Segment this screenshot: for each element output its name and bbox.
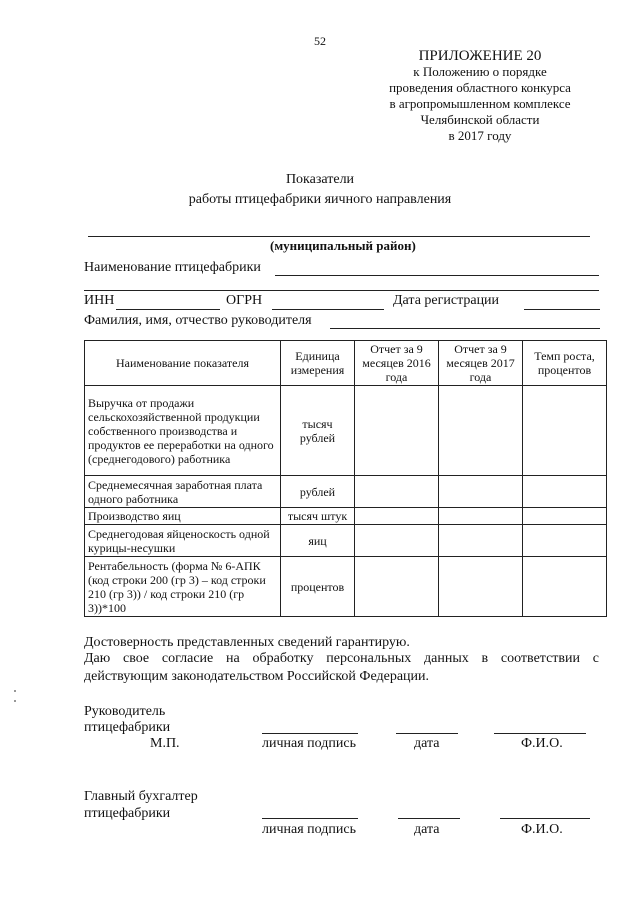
table-row (85, 508, 607, 525)
table-row (85, 525, 607, 557)
director-signature-line[interactable] (262, 733, 358, 734)
inn-field[interactable] (116, 309, 220, 310)
value-2016-cell[interactable] (355, 386, 439, 476)
indicators-table (84, 340, 607, 617)
heading-line-2: работы птицефабрики яичного направления (188, 192, 452, 207)
stamp-label: М.П. (150, 736, 180, 751)
appendix-header (330, 48, 630, 144)
indicator-name: Среднемесячная заработная плата одного работника (85, 476, 281, 508)
director-name-label: Фамилия, имя, отчество руководителя (84, 313, 312, 328)
director-name-field[interactable] (330, 328, 600, 329)
value-2017-cell[interactable] (439, 557, 523, 617)
appendix-line-1: к Положению о порядке (413, 64, 547, 79)
indicator-name: Среднегодовая яйценоскость одной курицы-несушки (85, 525, 281, 557)
growth-rate-cell[interactable] (523, 386, 607, 476)
value-2017-cell[interactable] (439, 525, 523, 557)
value-2017-cell[interactable] (439, 476, 523, 508)
director-date-caption: дата (414, 736, 440, 751)
factory-name-label: Наименование птицефабрики (84, 260, 261, 275)
header-report-2016: Отчет за 9 месяцев 2016 года (355, 341, 439, 386)
page-number: 52 (314, 34, 326, 48)
accountant-signature-caption: личная подпись (262, 822, 356, 837)
appendix-title: ПРИЛОЖЕНИЕ 20 (418, 48, 542, 64)
director-signature-caption: личная подпись (262, 736, 356, 751)
header-unit: Единица измерения (281, 341, 355, 386)
appendix-line-4: Челябинской области (420, 112, 540, 127)
factory-name-field-continued[interactable] (84, 290, 599, 291)
value-2017-cell[interactable] (439, 386, 523, 476)
value-2016-cell[interactable] (355, 525, 439, 557)
accountant-signature-line[interactable] (262, 818, 358, 819)
header-report-2017: Отчет за 9 месяцев 2017 года (439, 341, 523, 386)
scan-mark (14, 690, 16, 692)
indicator-name: Рентабельность (форма № 6-АПК (код строки 200 (гр 3) – код строки 210 (гр 3)) / код строки 210 (гр 3))*100 (85, 557, 281, 617)
consent-statement: Даю свое согласие на обработку персональных данных в соответствии с действующим законодательством Российской Федерации. (84, 651, 599, 684)
indicator-unit: яиц (281, 525, 355, 557)
accountant-name-line[interactable] (500, 818, 590, 819)
table-row (85, 476, 607, 508)
district-caption: (муниципальный район) (270, 238, 416, 253)
document-heading (0, 170, 640, 210)
registration-date-field[interactable] (524, 309, 600, 310)
value-2016-cell[interactable] (355, 476, 439, 508)
indicator-unit: тысяч штук (281, 508, 355, 525)
table-row (85, 386, 607, 476)
header-indicator-name: Наименование показателя (85, 341, 281, 386)
indicator-name: Выручка от продажи сельскохозяйственной продукции собственного производства и продуктов ее переработки на одного (среднегодового) работника (85, 386, 281, 476)
ogrn-field[interactable] (272, 309, 384, 310)
header-growth-rate: Темп роста, процентов (523, 341, 607, 386)
ogrn-label: ОГРН (226, 293, 263, 308)
accountant-date-line[interactable] (398, 818, 460, 819)
inn-label: ИНН (84, 293, 115, 308)
director-title-line-2: птицефабрики (84, 720, 171, 735)
director-name-caption: Ф.И.О. (521, 736, 563, 751)
indicator-name: Производство яиц (85, 508, 281, 525)
accountant-title-line-2: птицефабрики (84, 806, 171, 821)
scan-mark (14, 700, 16, 702)
appendix-line-5: в 2017 году (448, 128, 512, 143)
indicator-unit: процентов (281, 557, 355, 617)
accountant-name-caption: Ф.И.О. (521, 822, 563, 837)
district-field-line[interactable] (88, 236, 590, 237)
director-name-line[interactable] (494, 733, 586, 734)
appendix-line-3: в агропромышленном комплексе (389, 96, 571, 111)
indicator-unit: тысяч рублей (281, 386, 355, 476)
growth-rate-cell[interactable] (523, 476, 607, 508)
value-2017-cell[interactable] (439, 508, 523, 525)
growth-rate-cell[interactable] (523, 508, 607, 525)
table-header-row (85, 341, 607, 386)
registration-date-label: Дата регистрации (393, 293, 500, 308)
growth-rate-cell[interactable] (523, 525, 607, 557)
value-2016-cell[interactable] (355, 508, 439, 525)
heading-line-1: Показатели (285, 172, 355, 187)
guarantee-statement: Достоверность представленных сведений гарантирую. (84, 635, 410, 650)
appendix-line-2: проведения областного конкурса (389, 80, 571, 95)
factory-name-field[interactable] (275, 275, 599, 276)
director-title-line-1: Руководитель (84, 704, 166, 719)
director-date-line[interactable] (396, 733, 458, 734)
growth-rate-cell[interactable] (523, 557, 607, 617)
value-2016-cell[interactable] (355, 557, 439, 617)
accountant-title-line-1: Главный бухгалтер (84, 789, 198, 804)
indicator-unit: рублей (281, 476, 355, 508)
table-row (85, 557, 607, 617)
accountant-date-caption: дата (414, 822, 440, 837)
